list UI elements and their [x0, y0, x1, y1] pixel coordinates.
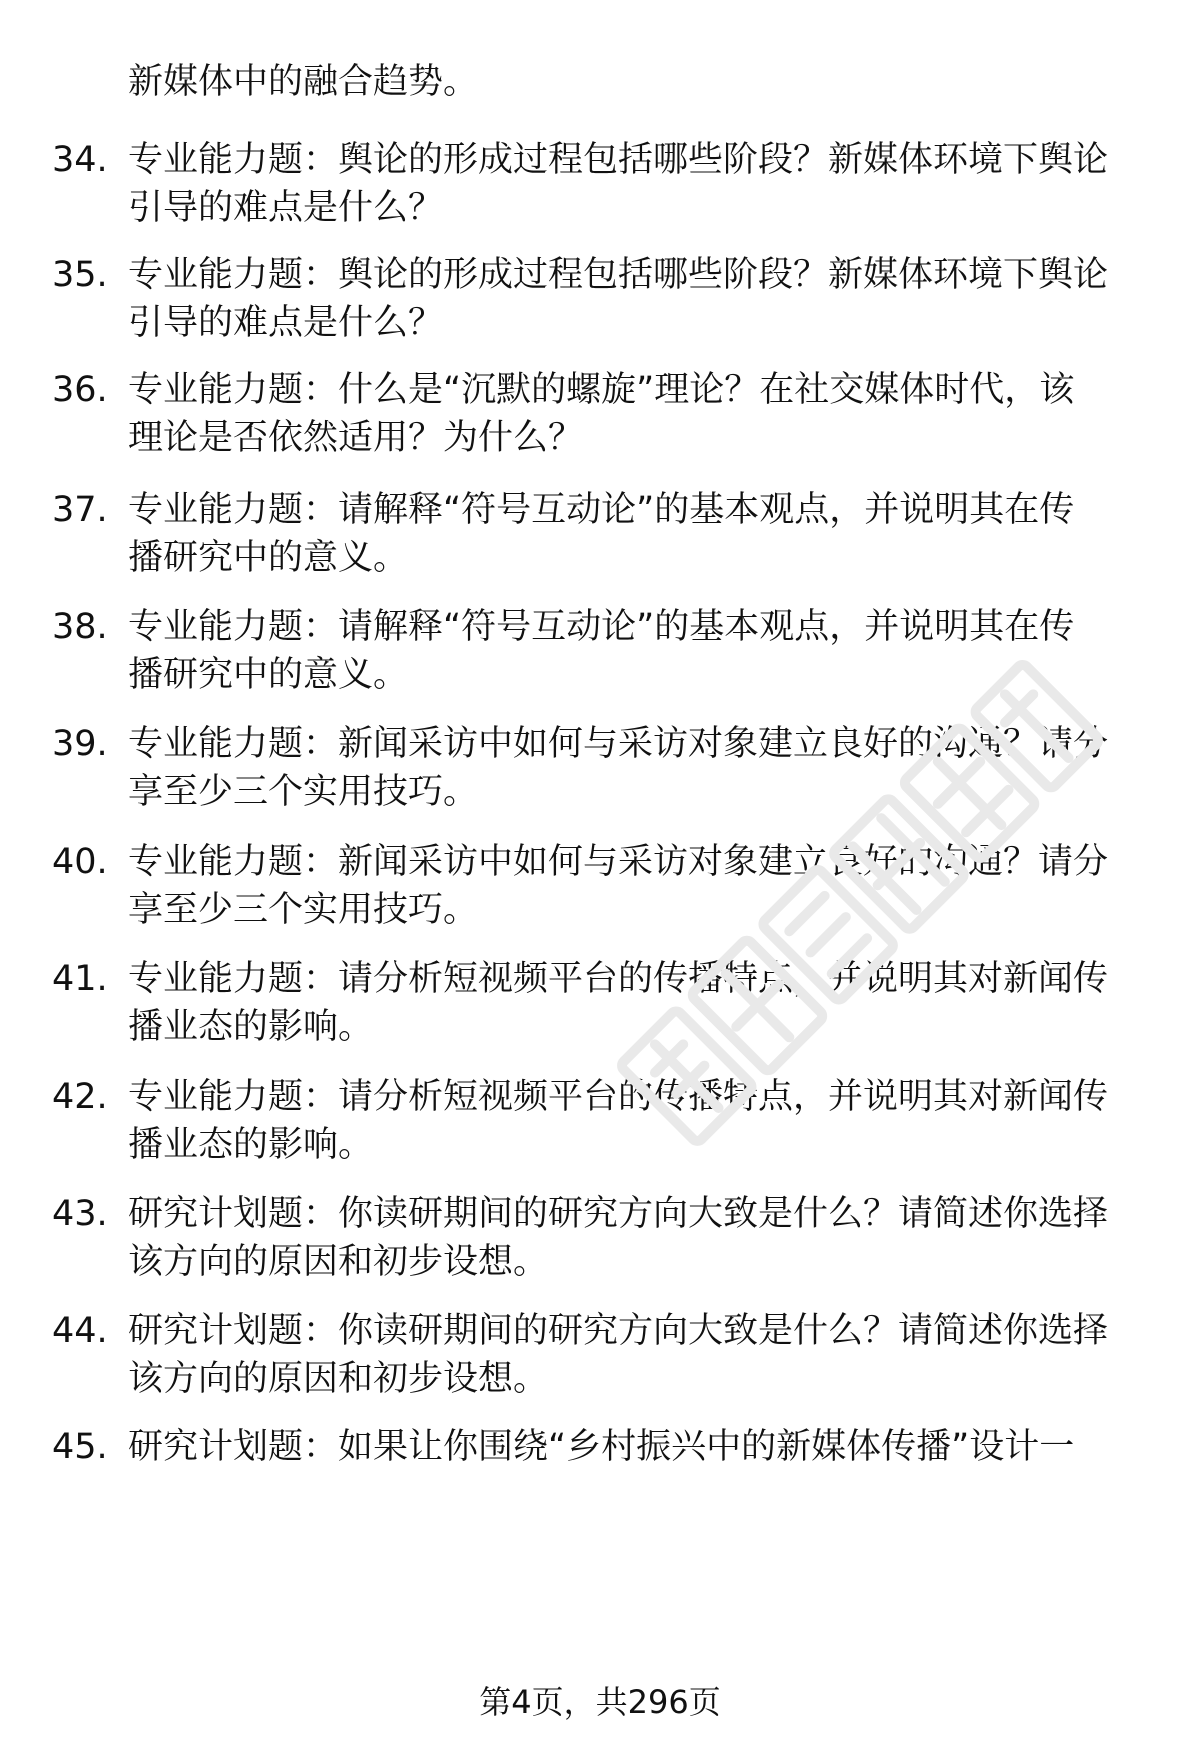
- question-text-line-2: 该方向的原因和初步设想。: [128, 1359, 549, 1399]
- question-number: 34.: [52, 140, 108, 180]
- question-text-line-2: 享至少三个实用技巧。: [128, 772, 479, 812]
- question-number: 43.: [52, 1194, 108, 1234]
- question-text-line-2: 引导的难点是什么？: [128, 303, 444, 343]
- question-number: 44.: [52, 1311, 108, 1351]
- question-text-line-1: 专业能力题：什么是“沉默的螺旋”理论？在社交媒体时代，该: [128, 370, 1075, 410]
- question-text-line-1: 研究计划题：你读研期间的研究方向大致是什么？请简述你选择: [128, 1194, 1109, 1234]
- question-number: 41.: [52, 959, 108, 999]
- question-text-line-2: 播研究中的意义。: [128, 655, 409, 695]
- question-text-line-1: 研究计划题：如果让你围绕“乡村振兴中的新媒体传播”设计一: [128, 1427, 1075, 1467]
- question-text-line-1: 专业能力题：舆论的形成过程包括哪些阶段？新媒体环境下舆论: [128, 140, 1109, 180]
- question-text-line-2: 引导的难点是什么？: [128, 188, 444, 228]
- question-number: 45.: [52, 1427, 108, 1467]
- question-text-line-1: 专业能力题：新闻采访中如何与采访对象建立良好的沟通？请分: [128, 842, 1109, 882]
- question-text-line-1: 专业能力题：请分析短视频平台的传播特点，并说明其对新闻传: [128, 959, 1109, 999]
- question-text-line-2: 享至少三个实用技巧。: [128, 890, 479, 930]
- question-text-line-2: 播研究中的意义。: [128, 538, 409, 578]
- question-number: 37.: [52, 490, 108, 530]
- question-number: 36.: [52, 370, 108, 410]
- question-number: 42.: [52, 1077, 108, 1117]
- question-text-line-2: 播业态的影响。: [128, 1007, 374, 1047]
- question-text-line-2: 播业态的影响。: [128, 1125, 374, 1165]
- question-number: 40.: [52, 842, 108, 882]
- question-number: 39.: [52, 724, 108, 764]
- question-text-line-1: 专业能力题：请解释“符号互动论”的基本观点，并说明其在传: [128, 490, 1075, 530]
- question-text-line-1: 研究计划题：你读研期间的研究方向大致是什么？请简述你选择: [128, 1311, 1109, 1351]
- question-text-line-2: 理论是否依然适用？为什么？: [128, 418, 584, 458]
- question-number: 35.: [52, 255, 108, 295]
- watermark-logo: [560, 560, 1160, 1260]
- question-text-line-1: 专业能力题：请分析短视频平台的传播特点，并说明其对新闻传: [128, 1077, 1109, 1117]
- question-text-line-2: 该方向的原因和初步设想。: [128, 1242, 549, 1282]
- question-text-line-1: 专业能力题：舆论的形成过程包括哪些阶段？新媒体环境下舆论: [128, 255, 1109, 295]
- question-number: 38.: [52, 607, 108, 647]
- page-footer: 第4页，共296页: [479, 1683, 721, 1721]
- question-text-line-1: 专业能力题：新闻采访中如何与采访对象建立良好的沟通？请分: [128, 724, 1109, 764]
- question-text-line-1: 专业能力题：请解释“符号互动论”的基本观点，并说明其在传: [128, 607, 1075, 647]
- continuation-text: 新媒体中的融合趋势。: [128, 62, 479, 102]
